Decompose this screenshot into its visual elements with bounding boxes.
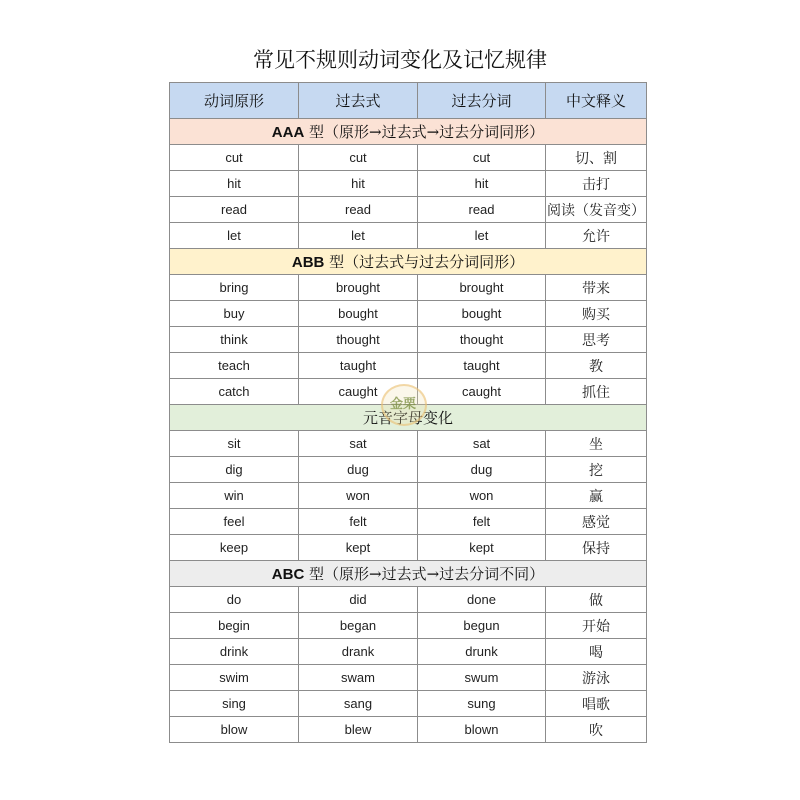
past-tense-cell: brought bbox=[299, 275, 418, 301]
past-participle-cell: kept bbox=[418, 535, 546, 561]
table-header-row bbox=[170, 83, 647, 119]
section-header bbox=[170, 561, 647, 587]
past-participle-cell: caught bbox=[418, 379, 546, 405]
past-tense-cell: kept bbox=[299, 535, 418, 561]
section-type-code: AAA bbox=[271, 124, 305, 141]
table-row bbox=[170, 327, 647, 353]
watermark-logo-text: 金栗 bbox=[389, 397, 416, 412]
past-participle-cell: begun bbox=[418, 613, 546, 639]
meaning-cell: 开始 bbox=[546, 613, 647, 639]
base-form-cell: catch bbox=[170, 379, 299, 405]
past-participle-cell: read bbox=[418, 197, 546, 223]
section-header-row bbox=[170, 561, 647, 587]
base-form-cell: let bbox=[170, 223, 299, 249]
meaning-cell: 做 bbox=[546, 587, 647, 613]
table-row bbox=[170, 301, 647, 327]
table-body bbox=[170, 119, 647, 743]
table-row bbox=[170, 483, 647, 509]
table-row bbox=[170, 535, 647, 561]
section-header-row bbox=[170, 405, 647, 431]
section-label: 型（过去式与过去分词同形） bbox=[324, 253, 525, 271]
base-form-cell: feel bbox=[170, 509, 299, 535]
base-form-cell: think bbox=[170, 327, 299, 353]
meaning-cell: 唱歌 bbox=[546, 691, 647, 717]
base-form-cell: win bbox=[170, 483, 299, 509]
base-form-cell: swim bbox=[170, 665, 299, 691]
past-tense-cell: thought bbox=[299, 327, 418, 353]
verb-table bbox=[169, 82, 647, 743]
base-form-cell: buy bbox=[170, 301, 299, 327]
meaning-cell: 带来 bbox=[546, 275, 647, 301]
past-tense-cell: cut bbox=[299, 145, 418, 171]
past-participle-cell: dug bbox=[418, 457, 546, 483]
meaning-cell: 允许 bbox=[546, 223, 647, 249]
past-tense-cell: did bbox=[299, 587, 418, 613]
header-base-form: 动词原形 bbox=[170, 83, 299, 119]
past-tense-cell: won bbox=[299, 483, 418, 509]
meaning-cell: 思考 bbox=[546, 327, 647, 353]
past-tense-cell: swam bbox=[299, 665, 418, 691]
past-participle-cell: won bbox=[418, 483, 546, 509]
section-header-row bbox=[170, 249, 647, 275]
meaning-cell: 游泳 bbox=[546, 665, 647, 691]
base-form-cell: drink bbox=[170, 639, 299, 665]
past-tense-cell: let bbox=[299, 223, 418, 249]
past-participle-cell: blown bbox=[418, 717, 546, 743]
section-header bbox=[170, 249, 647, 275]
base-form-cell: sing bbox=[170, 691, 299, 717]
section-header bbox=[170, 405, 647, 431]
meaning-cell: 切、割 bbox=[546, 145, 647, 171]
meaning-cell: 保持 bbox=[546, 535, 647, 561]
table-row bbox=[170, 613, 647, 639]
past-tense-cell: sang bbox=[299, 691, 418, 717]
base-form-cell: cut bbox=[170, 145, 299, 171]
section-type-code: ABC bbox=[271, 566, 305, 583]
table-row bbox=[170, 353, 647, 379]
base-form-cell: bring bbox=[170, 275, 299, 301]
table-row bbox=[170, 223, 647, 249]
table-row bbox=[170, 509, 647, 535]
base-form-cell: sit bbox=[170, 431, 299, 457]
base-form-cell: do bbox=[170, 587, 299, 613]
table-row bbox=[170, 691, 647, 717]
past-participle-cell: cut bbox=[418, 145, 546, 171]
base-form-cell: teach bbox=[170, 353, 299, 379]
meaning-cell: 感觉 bbox=[546, 509, 647, 535]
past-tense-cell: read bbox=[299, 197, 418, 223]
past-participle-cell: drunk bbox=[418, 639, 546, 665]
table-row bbox=[170, 145, 647, 171]
past-tense-cell: sat bbox=[299, 431, 418, 457]
past-participle-cell: brought bbox=[418, 275, 546, 301]
base-form-cell: read bbox=[170, 197, 299, 223]
meaning-cell: 购买 bbox=[546, 301, 647, 327]
past-tense-cell: caught bbox=[299, 379, 418, 405]
base-form-cell: begin bbox=[170, 613, 299, 639]
table-row bbox=[170, 275, 647, 301]
meaning-cell: 坐 bbox=[546, 431, 647, 457]
section-label: 型（原形→过去式→过去分词不同） bbox=[304, 565, 545, 583]
page-title: 常见不规则动词变化及记忆规律 bbox=[253, 48, 547, 72]
past-participle-cell: swum bbox=[418, 665, 546, 691]
table-row bbox=[170, 379, 647, 405]
base-form-cell: keep bbox=[170, 535, 299, 561]
past-participle-cell: sat bbox=[418, 431, 546, 457]
table-row bbox=[170, 639, 647, 665]
past-participle-cell: felt bbox=[418, 509, 546, 535]
table-row bbox=[170, 171, 647, 197]
section-header-row bbox=[170, 119, 647, 145]
table-row bbox=[170, 717, 647, 743]
meaning-cell: 挖 bbox=[546, 457, 647, 483]
table-row bbox=[170, 587, 647, 613]
header-past-tense: 过去式 bbox=[299, 83, 418, 119]
table-row bbox=[170, 197, 647, 223]
meaning-cell: 喝 bbox=[546, 639, 647, 665]
table-row bbox=[170, 431, 647, 457]
past-tense-cell: began bbox=[299, 613, 418, 639]
past-participle-cell: taught bbox=[418, 353, 546, 379]
past-tense-cell: taught bbox=[299, 353, 418, 379]
section-type-code: ABB bbox=[291, 254, 325, 271]
past-participle-cell: done bbox=[418, 587, 546, 613]
meaning-cell: 抓住 bbox=[546, 379, 647, 405]
meaning-cell: 教 bbox=[546, 353, 647, 379]
past-participle-cell: hit bbox=[418, 171, 546, 197]
past-participle-cell: let bbox=[418, 223, 546, 249]
table-row bbox=[170, 665, 647, 691]
section-label: 元音字母变化 bbox=[362, 409, 453, 427]
past-tense-cell: drank bbox=[299, 639, 418, 665]
base-form-cell: dig bbox=[170, 457, 299, 483]
past-tense-cell: blew bbox=[299, 717, 418, 743]
past-participle-cell: thought bbox=[418, 327, 546, 353]
past-tense-cell: hit bbox=[299, 171, 418, 197]
base-form-cell: blow bbox=[170, 717, 299, 743]
header-past-participle: 过去分词 bbox=[418, 83, 546, 119]
meaning-cell: 击打 bbox=[546, 171, 647, 197]
header-chinese-meaning: 中文释义 bbox=[546, 83, 647, 119]
past-tense-cell: bought bbox=[299, 301, 418, 327]
base-form-cell: hit bbox=[170, 171, 299, 197]
past-participle-cell: sung bbox=[418, 691, 546, 717]
past-tense-cell: felt bbox=[299, 509, 418, 535]
meaning-cell: 赢 bbox=[546, 483, 647, 509]
past-tense-cell: dug bbox=[299, 457, 418, 483]
section-label: 型（原形→过去式→过去分词同形） bbox=[304, 123, 545, 141]
past-participle-cell: bought bbox=[418, 301, 546, 327]
table-row bbox=[170, 457, 647, 483]
meaning-cell: 吹 bbox=[546, 717, 647, 743]
section-header bbox=[170, 119, 647, 145]
meaning-cell: 阅读（发音变） bbox=[546, 197, 647, 223]
